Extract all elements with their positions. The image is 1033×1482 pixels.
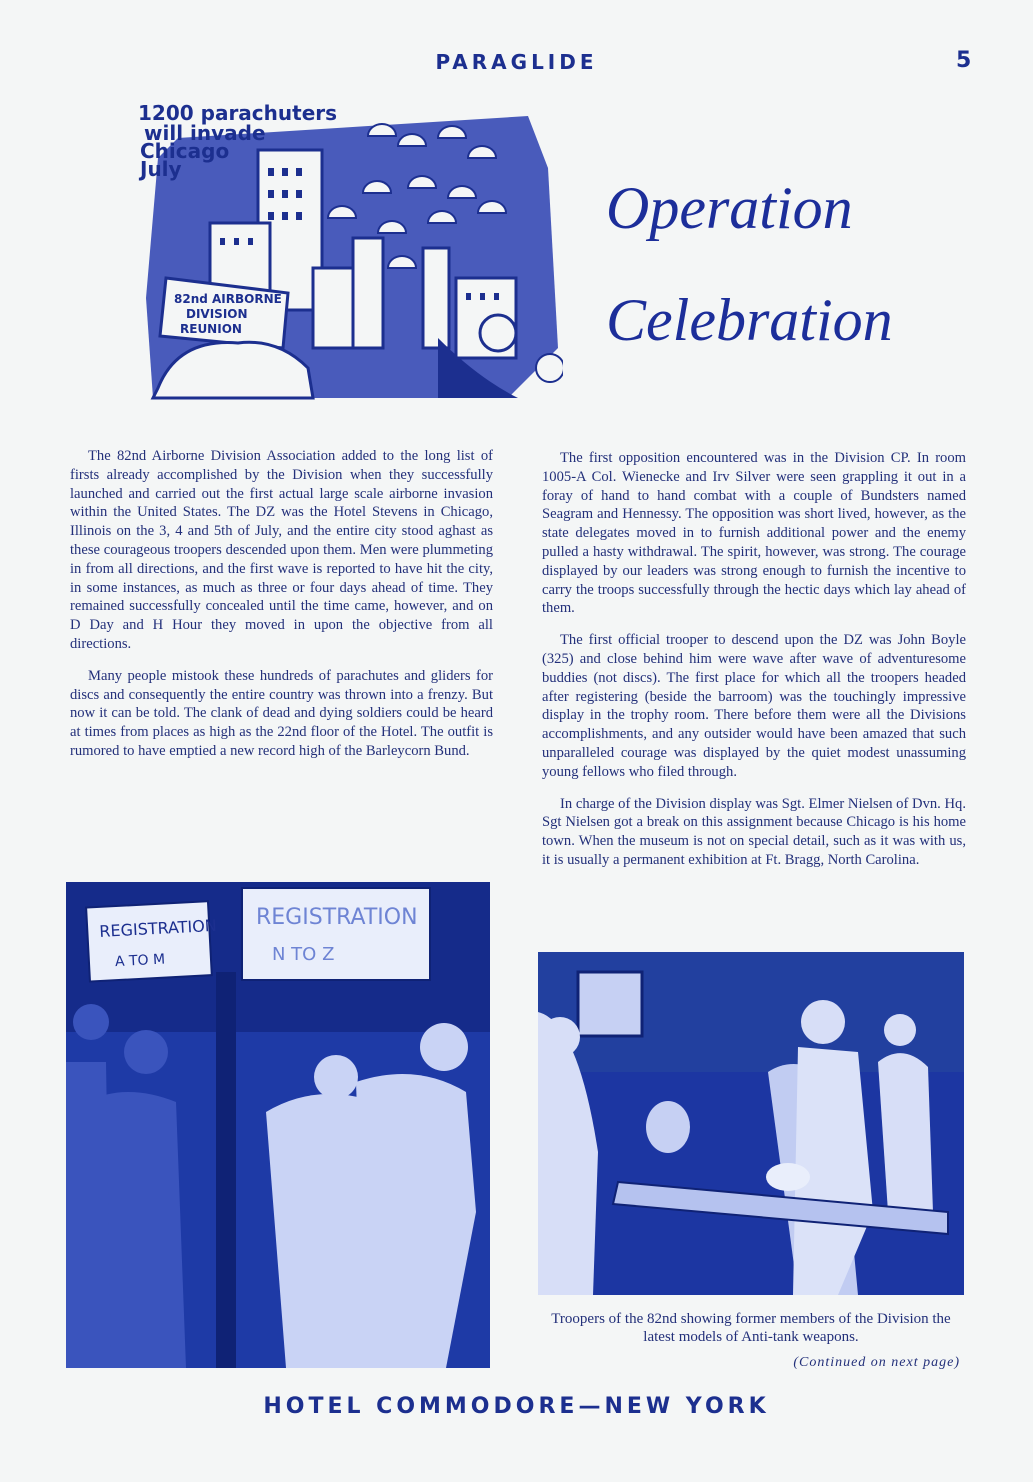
- left-column: [70, 447, 493, 774]
- banner-line: 82nd AIRBORNE: [174, 292, 282, 306]
- right-column: [542, 449, 966, 883]
- cartoon-caption-line: will invade: [144, 121, 266, 145]
- sign-left-line: REGISTRATION: [98, 915, 218, 941]
- anti-tank-display-photo: [538, 952, 964, 1295]
- registration-photo: [66, 882, 490, 1368]
- footer-advertisement: HOTEL COMMODORE—NEW YORK: [263, 1394, 770, 1419]
- article-title-line-2: Celebration: [606, 287, 893, 353]
- paragraph: Many people mistook these hundreds of parachutes and gliders for discs and consequently the entire country was thrown into a frenzy. But now it can be told. The clank of dead and dying soldiers could be heard at times from places as high as the 22nd floor of the Hotel. The outfit is rumored to have emptied a new record high of the Barleycorn Bund.: [70, 667, 493, 759]
- paragraph: In charge of the Division display was Sgt. Elmer Nielsen of Dvn. Hq. Sgt Nielsen got a break on this assignment because Chicago is his home town. When the museum is not on special detail, such as it was with us, it is usually a permanent exhibition at Ft. Bragg, North Carolina.: [542, 795, 966, 868]
- cartoon-caption-line: 1200 parachuters: [138, 101, 338, 125]
- sign-right-line: REGISTRATION: [256, 905, 418, 930]
- sign-left-line: A TO M: [114, 951, 166, 971]
- continued-note: (Continued on next page): [793, 1355, 960, 1370]
- cartoon-illustration: [138, 98, 563, 410]
- cartoon-caption-line: July: [140, 157, 182, 181]
- photo-caption: Troopers of the 82nd showing former members of the Division the latest models of Anti-tank weapons.: [551, 1311, 951, 1345]
- running-title: PARAGLIDE: [435, 50, 598, 74]
- paragraph: The first opposition encountered was in the Division CP. In room 1005-A Col. Wienecke and Irv Silver were seen grappling it out in a foray of hand to hand combat with a couple of Bundsters named Seagram and Hennessy. The opposition was short lived, however, as the state delegates moved in to furnish additional power and the enemy pulled a hasty withdrawal. The spirit, however, was strong. The courage displayed by our leaders was strong enough to furnish the incentive to carry the troops successfully through the hectic days which lay ahead of them.: [542, 450, 966, 617]
- article-title-line-1: Operation: [606, 175, 853, 241]
- page-number: 5: [956, 48, 972, 73]
- cartoon-caption-line: Chicago: [140, 139, 230, 163]
- paragraph: The 82nd Airborne Division Association added to the long list of firsts already accomplished by the Division when they successfully launched and carried out the first actual large scale airborne invasion within the United States. The DZ was the Hotel Stevens in Chicago, Illinois on the 3, 4 and 5th of July, and the entire city stood aghast as these courageous troopers descended upon them. Men were plummeting in from all directions, and the first wave is reported to have hit the city, in some instances, as much as three or four days ahead of time. They remained successfully concealed until the time came, however, and on D Day and H Hour they moved in upon the objective from all directions.: [70, 448, 493, 652]
- banner-line: DIVISION: [186, 307, 248, 321]
- sign-right-line: N TO Z: [272, 944, 335, 965]
- banner-line: REUNION: [180, 322, 242, 336]
- paragraph: The first official trooper to descend upon the DZ was John Boyle (325) and close behind him were wave after wave of adventuresome buddies (not discs). The first place for which all the troopers headed after registering (beside the barroom) was the touchingly impressive display in the trophy room. There before them were all the Divisions accomplishments, and any outsider would have been amazed that such unparalleled courage was displayed by the quiet modest unassuming young fellows who filed through.: [542, 632, 966, 780]
